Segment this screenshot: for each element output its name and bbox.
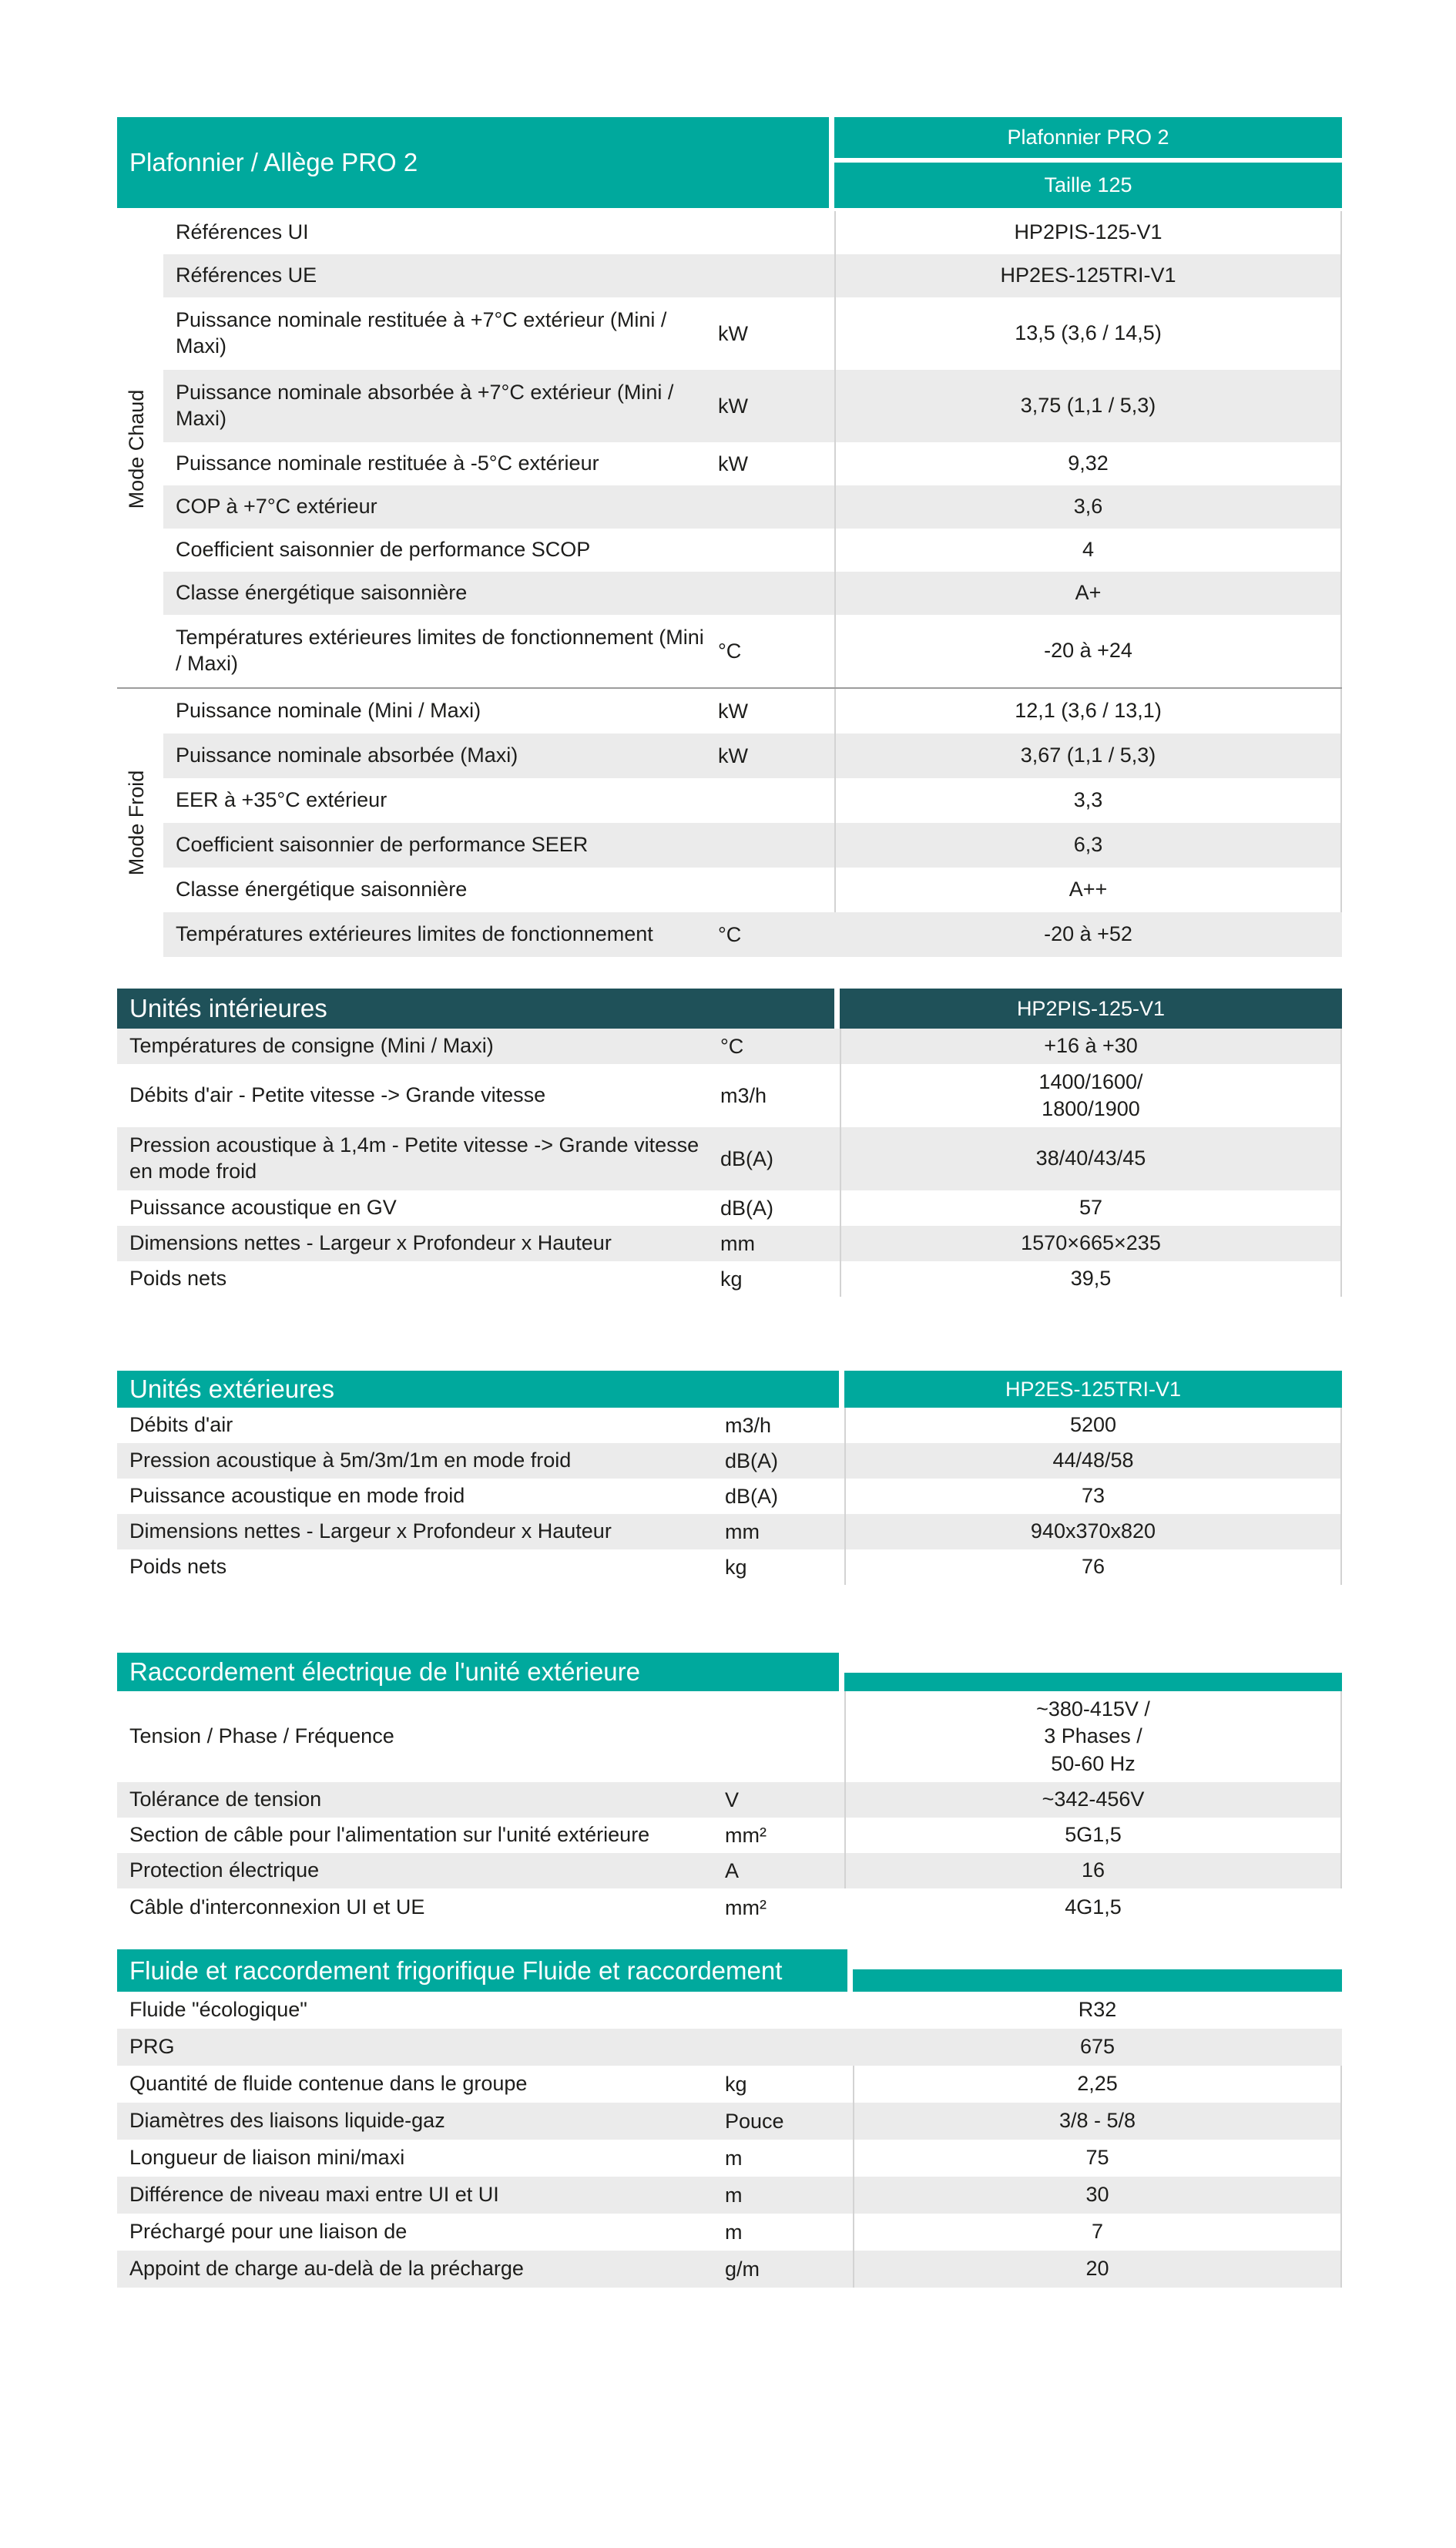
row-label: PRG [129,2035,175,2059]
row-label: Puissance acoustique en mode froid [129,1484,465,1508]
row-label: Longueur de liaison mini/maxi [129,2146,405,2170]
row-unit: dB(A) [725,1449,779,1472]
row-label: Dimensions nettes - Largeur x Profondeur x Hauteur [129,1231,612,1255]
row-label: Puissance nominale restituée à +7°C extérieur (Mini / Maxi) [176,308,667,358]
row-unit: kW [718,452,748,475]
row-value: 3,3 [834,778,1342,823]
table-title [117,1653,839,1691]
table-row [117,1443,1342,1479]
row-unit: m [725,2220,743,2244]
row-label: Pression acoustique à 1,4m - Petite vitesse -> Grande vitesse en mode froid [129,1133,699,1183]
row-value: ~380-415V / 3 Phases / 50-60 Hz [844,1691,1342,1782]
table-row [117,1127,1342,1190]
row-unit: g/m [725,2257,760,2281]
column-header-model [840,989,1342,1029]
table-row [117,2140,1342,2177]
row-label: Références UE [176,264,317,287]
row-value: 73 [844,1479,1342,1514]
row-label: Coefficient saisonnier de performance SCOP [176,538,591,562]
row-label: COP à +7°C extérieur [176,495,377,519]
table-row [117,2029,1342,2066]
row-label: Pression acoustique à 5m/3m/1m en mode froid [129,1449,572,1472]
row-value: 675 [1079,2035,1115,2059]
row-value: 57 [840,1190,1342,1226]
row-unit: m [725,2183,743,2207]
table-row [117,1888,1342,1927]
row-label: Différence de niveau maxi entre UI et UI [129,2183,499,2207]
table-raccordement-electrique [117,1653,1342,1930]
row-unit: kg [725,1555,747,1579]
row-value: -20 à +52 [1044,922,1132,946]
row-value: 38/40/43/45 [840,1127,1342,1190]
row-unit: °C [718,922,742,946]
row-label: Appoint de charge au-delà de la précharge [129,2257,524,2281]
row-unit: kW [718,394,748,418]
row-unit: A [725,1858,740,1882]
table-row [117,1029,1342,1064]
row-label: Poids nets [129,1267,227,1291]
row-unit: kW [718,699,748,723]
row-value: HP2ES-125TRI-V1 [834,254,1342,297]
table-row [117,1479,1342,1514]
row-value: 1400/1600/ 1800/1900 [840,1064,1342,1127]
row-value: 13,5 (3,6 / 14,5) [834,297,1342,370]
row-label: Températures de consigne (Mini / Maxi) [129,1034,494,1058]
row-unit: dB(A) [720,1146,774,1170]
row-label: Débits d'air [129,1413,233,1437]
row-value: 4 [834,529,1342,572]
row-value: A++ [834,868,1342,912]
row-unit: °C [720,1034,744,1058]
row-label: Puissance nominale (Mini / Maxi) [176,699,481,723]
row-label: Tolérance de tension [129,1788,322,1811]
row-value: A+ [834,572,1342,615]
row-unit: kg [720,1267,743,1291]
table-row [117,2251,1342,2288]
table-fluide [117,1949,1342,2304]
row-label: Puissance nominale absorbée à +7°C extérieur (Mini / Maxi) [176,381,674,430]
table-row [163,912,1342,957]
row-value: 4G1,5 [1065,1895,1122,1919]
table-row [117,1549,1342,1585]
table-title [117,1371,839,1408]
row-unit: °C [718,639,742,663]
table-row [117,1782,1342,1818]
row-label: Puissance nominale absorbée (Maxi) [176,744,518,767]
row-label: Classe énergétique saisonnière [176,878,468,901]
row-value: 30 [853,2177,1342,2214]
row-label: Quantité de fluide contenue dans le groupe [129,2072,528,2096]
row-unit: kg [725,2072,747,2096]
table-row [117,1226,1342,1261]
column-header-model-text: HP2ES-125TRI-V1 [1005,1377,1182,1401]
row-unit: kW [718,321,748,345]
row-label: Coefficient saisonnier de performance SEER [176,833,589,857]
table-row [117,2214,1342,2251]
row-value: 6,3 [834,823,1342,868]
row-value: 3,75 (1,1 / 5,3) [834,370,1342,442]
column-header-model-text: Plafonnier PRO 2 [1007,126,1169,149]
table-row [163,868,1342,912]
column-header-model [834,117,1342,158]
table-row [163,823,1342,868]
table-row [163,529,1342,572]
table-row [117,1992,1342,2029]
table-unites-exterieures [117,1371,1342,1586]
row-value: R32 [1078,1998,1117,2022]
table-row [117,1064,1342,1127]
row-unit: m3/h [725,1413,772,1437]
table-row [117,1853,1342,1888]
row-unit: V [725,1788,740,1811]
row-label: Températures extérieures limites de fonctionnement [176,922,653,946]
table-row [117,1408,1342,1443]
row-value: -20 à +24 [834,615,1342,687]
row-value: HP2PIS-125-V1 [834,211,1342,254]
table-row [163,734,1342,778]
row-label: Températures extérieures limites de fonctionnement (Mini / Maxi) [176,626,704,675]
table-row [117,2177,1342,2214]
row-unit: dB(A) [725,1484,779,1508]
table-unites-interieures [117,989,1342,1297]
table-title-text: Raccordement électrique de l'unité extérieure [129,1657,640,1686]
row-value: 5200 [844,1408,1342,1443]
row-value: 44/48/58 [844,1443,1342,1479]
table-row [163,485,1342,529]
row-label: Puissance acoustique en GV [129,1196,397,1220]
row-unit: m [725,2146,743,2170]
row-label: Poids nets [129,1555,227,1579]
row-value: +16 à +30 [840,1029,1342,1064]
group-label-chaud: Mode Chaud [125,389,148,509]
table-row [163,211,1342,254]
row-label: Puissance nominale restituée à -5°C extérieur [176,452,599,475]
table-row [117,1261,1342,1297]
row-value: 75 [853,2140,1342,2177]
column-header-model-text: HP2PIS-125-V1 [1016,996,1166,1020]
row-unit: mm [725,1519,760,1543]
table-row [117,1818,1342,1853]
row-value: 940x370x820 [844,1514,1342,1549]
row-value: 20 [853,2251,1342,2288]
table-row [163,297,1342,370]
table-plafonnier [117,117,1342,965]
row-value: 9,32 [834,442,1342,485]
row-label: Protection électrique [129,1858,320,1882]
table-title-text: Fluide et raccordement frigorifique Fluide et raccordement [129,1955,783,1985]
row-label: Section de câble pour l'alimentation sur l'unité extérieure [129,1823,650,1847]
row-unit: Pouce [725,2109,784,2133]
row-value: 3,67 (1,1 / 5,3) [834,734,1342,778]
row-value: 3/8 - 5/8 [853,2103,1342,2140]
row-value: 12,1 (3,6 / 13,1) [834,689,1342,734]
table-title-text: Plafonnier / Allège PRO 2 [129,148,418,176]
row-label: Préchargé pour une liaison de [129,2220,408,2244]
table-title [117,1949,847,1992]
row-value: 5G1,5 [844,1818,1342,1853]
table-row [117,2066,1342,2103]
row-label: Dimensions nettes - Largeur x Profondeur x Hauteur [129,1519,612,1543]
row-label: Fluide "écologique" [129,1998,307,2022]
column-header-size [834,163,1342,208]
column-header-bar [844,1673,1342,1691]
table-title-text: Unités extérieures [129,1375,334,1403]
table-row [163,572,1342,615]
row-value: 76 [844,1549,1342,1585]
row-label: Débits d'air - Petite vitesse -> Grande vitesse [129,1083,546,1107]
row-label: Tension / Phase / Fréquence [129,1724,394,1748]
row-label: Références UI [176,220,309,244]
row-label: EER à +35°C extérieur [176,788,387,812]
row-unit: m3/h [720,1083,767,1107]
row-value: 2,25 [853,2066,1342,2103]
row-unit: mm² [725,1895,767,1919]
table-row [163,370,1342,442]
row-value: ~342-456V [844,1782,1342,1818]
row-value: 1570×665×235 [840,1226,1342,1261]
column-header-bar [853,1969,1342,1992]
table-row [117,1514,1342,1549]
row-unit: dB(A) [720,1196,774,1220]
table-row [163,254,1342,297]
table-row [163,615,1342,687]
group-label-froid: Mode Froid [125,770,148,876]
table-title [117,117,829,208]
table-title [117,989,834,1029]
table-row [163,689,1342,734]
row-value: 39,5 [840,1261,1342,1297]
group-divider [117,687,1342,689]
row-unit: kW [718,744,748,767]
row-value: 16 [844,1853,1342,1888]
column-header-size-text: Taille 125 [1044,173,1132,196]
table-row [117,1691,1342,1782]
table-row [117,2103,1342,2140]
row-label: Câble d'interconnexion UI et UE [129,1895,425,1919]
row-unit: mm [720,1231,755,1255]
table-row [117,1190,1342,1226]
table-title-text: Unités intérieures [129,994,327,1022]
row-unit: mm² [725,1823,767,1847]
table-row [163,442,1342,485]
column-header-model [844,1371,1342,1408]
row-label: Classe énergétique saisonnière [176,581,468,605]
row-label: Diamètres des liaisons liquide-gaz [129,2109,445,2133]
row-value: 7 [853,2214,1342,2251]
row-value: 3,6 [834,485,1342,529]
table-row [163,778,1342,823]
